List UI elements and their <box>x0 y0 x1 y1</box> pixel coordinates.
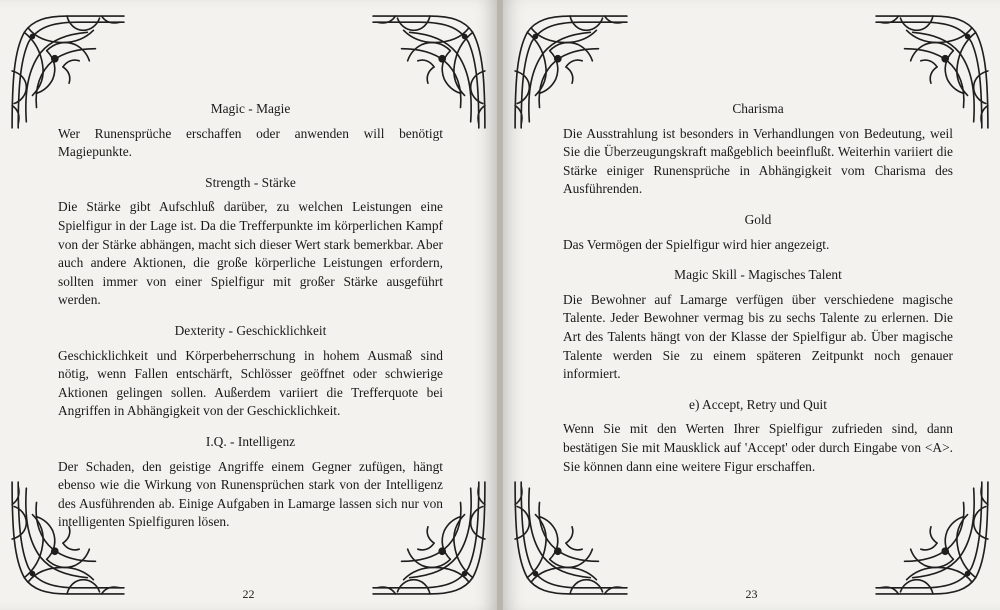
section-heading: Charisma <box>732 101 784 116</box>
page-number: 22 <box>242 587 255 601</box>
section-paragraph: Die Stärke gibt Aufschluß darüber, zu welchen Leistungen eine Spielfigur in der Lage ist. Da die Trefferpunkte im körperlichen Kampf von der Stärke abhängen, macht sich dieser Wert stark bemerkbar. Aber auch andere Aktionen, die große körperliche Leistungen erfordern, sollten immer von einer Spielfigur mit großer Stärke ausgeführt werden. <box>58 199 443 308</box>
section-paragraph: Das Vermögen der Spielfigur wird hier angezeigt. <box>563 236 830 252</box>
left-page <box>0 0 497 610</box>
section-paragraph: Wer Runensprüche erschaffen oder anwenden will benötigt Magiepunkte. <box>58 125 443 160</box>
section-heading: Magic Skill - Magisches Talent <box>674 267 842 283</box>
section-paragraph: Wenn Sie mit den Werten Ihrer Spielfigur zufrieden sind, dann bestätigen Sie mit Mausklick auf 'Accept' oder durch Eingabe von <A>. Sie können dann eine weitere Figur erschaffen. <box>563 421 953 474</box>
section-paragraph: Die Ausstrahlung ist besonders in Verhandlungen von Bedeutung, weil Sie die Überzeugungskraft maßgeblich beeinflußt. Weiterhin variiert die Stärke einiger Runensprüche in Abhängigkeit vom Charisma des Ausführenden. <box>563 125 953 197</box>
left-page-text <box>58 100 443 542</box>
right-page-text <box>563 100 953 486</box>
right-page <box>503 0 1000 610</box>
section-heading: e) Accept, Retry und Quit <box>689 396 827 412</box>
section-heading: Strength - Stärke <box>205 174 296 190</box>
section-paragraph: Die Bewohner auf Lamarge verfügen über verschiedene magische Talente. Jeder Bewohner vermag bis zu sechs Talente zu erlernen. Die Art des Talents hängt von der Klasse der Spielfigur ab. Über magische Talente werden Sie zu einem späteren Zeitpunkt noch genauer informiert. <box>563 291 953 382</box>
flourish-corner-icon <box>509 478 631 600</box>
section-paragraph: Der Schaden, den geistige Angriffe einem Gegner zufügen, hängt ebenso wie die Wirkung von Runensprüchen stark von der Intelligenz des Ausführenden ab. Einige Aufgaben in Lamarge lassen sich nur von intelligenten Spielfiguren lösen. <box>58 458 443 530</box>
page-number: 23 <box>745 587 758 601</box>
section-paragraph: Geschicklichkeit und Körperbeherrschung in hohem Ausmaß sind nötig, wenn Fallen entschärft, Schlösser geöffnet oder schwierige Aktionen gelingen sollen. Außerdem variiert die Trefferquote bei Angriffen in Abhängigkeit von der Geschicklichkeit. <box>58 347 443 419</box>
section-heading: Magic - Magie <box>210 101 291 116</box>
flourish-corner-icon <box>872 478 994 600</box>
section-heading: I.Q. - Intelligenz <box>205 433 296 449</box>
section-heading: Gold <box>744 211 772 227</box>
section-heading: Dexterity - Geschicklichkeit <box>174 322 327 338</box>
